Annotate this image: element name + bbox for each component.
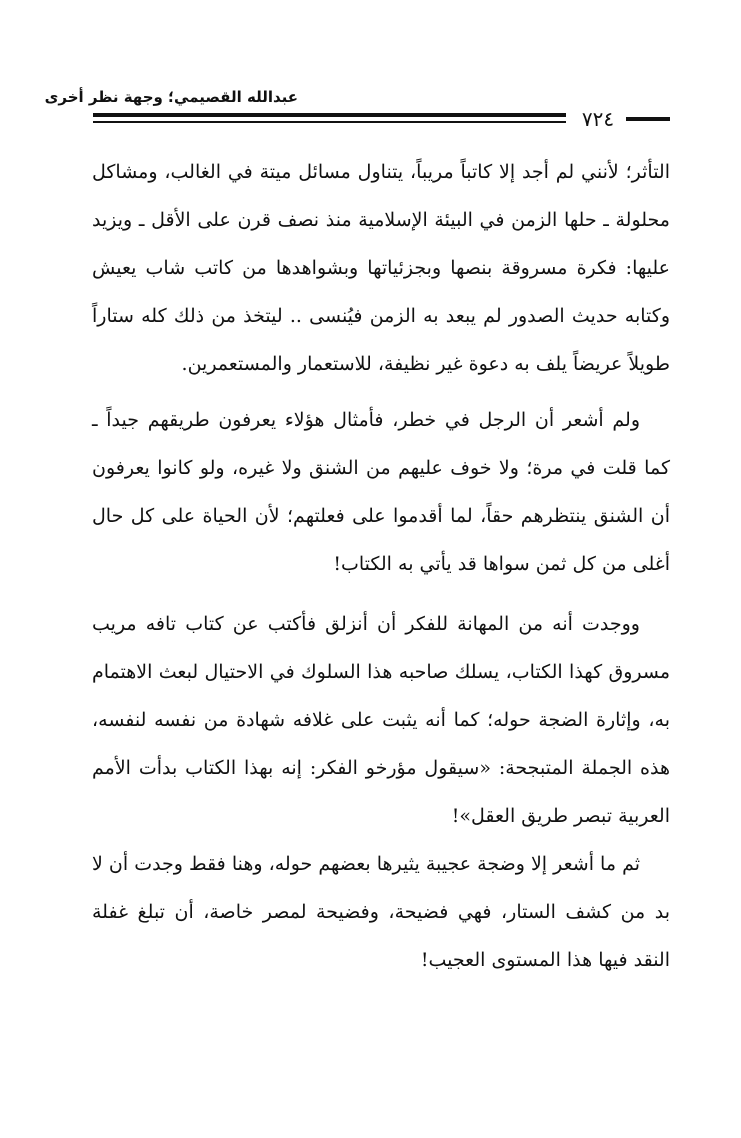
page-number-rule: [626, 117, 670, 121]
paragraph-1: التأثر؛ لأنني لم أجد إلا كاتباً مريباً، يتناول مسائل ميتة في الغالب، ومشاكل محلولة ـ حلها الزمن في البيئة الإسلامية منذ نصف قرن على الأقل ـ ويزيد عليها: فكرة مسروقة بنصها وبجزئياتها وبشواهدها من كاتب شاب يعيش وكتابه حديث الصدور لم يبعد به الزمن فيُنسى .. ليتخذ من ذلك كله ستاراً طويلاً عريضاً يلف به دعوة غير نظيفة، للاستعمار والمستعمرين.: [92, 161, 670, 375]
paragraph-4: ثم ما أشعر إلا وضجة عجيبة يثيرها بعضهم حوله، وهنا فقط وجدت أن لا بد من كشف الستار، فهي فضيحة، وفضيحة لمصر خاصة، أن تبلغ غفلة النقد فيها هذا المستوى العجيب!: [92, 853, 670, 971]
header-rule-thick: [93, 113, 566, 117]
header-rule-thin: [93, 121, 566, 123]
paragraph-3: ووجدت أنه من المهانة للفكر أن أنزلق فأكتب عن كتاب تافه مريب مسروق كهذا الكتاب، يسلك صاحبه هذا السلوك في الاحتيال لبعث الاهتمام به، وإثارة الضجة حوله؛ كما أنه يثبت على غلافه شهادة من نفسه لنفسه، هذه الجملة المتبجحة: «سيقول مؤرخو الفكر: إنه بهذا الكتاب بدأت الأمم العربية تبصر طريق العقل»!: [92, 613, 670, 827]
page-number: ٧٢٤: [581, 107, 615, 131]
running-title: عبدالله القصيمي؛ وجهة نظر أخرى: [44, 88, 298, 106]
paragraph-2: ولم أشعر أن الرجل في خطر، فأمثال هؤلاء يعرفون طريقهم جيداً ـ كما قلت في مرة؛ ولا خوف عليهم من الشنق ولا غيره، ولو كانوا يعرفون أن الشنق ينتظرهم حقاً، لما أقدموا على فعلتهم؛ لأن الحياة على كل حال أغلى من كل ثمن سواها قد يأتي به الكتاب!: [92, 409, 670, 575]
body-text: [92, 148, 670, 984]
